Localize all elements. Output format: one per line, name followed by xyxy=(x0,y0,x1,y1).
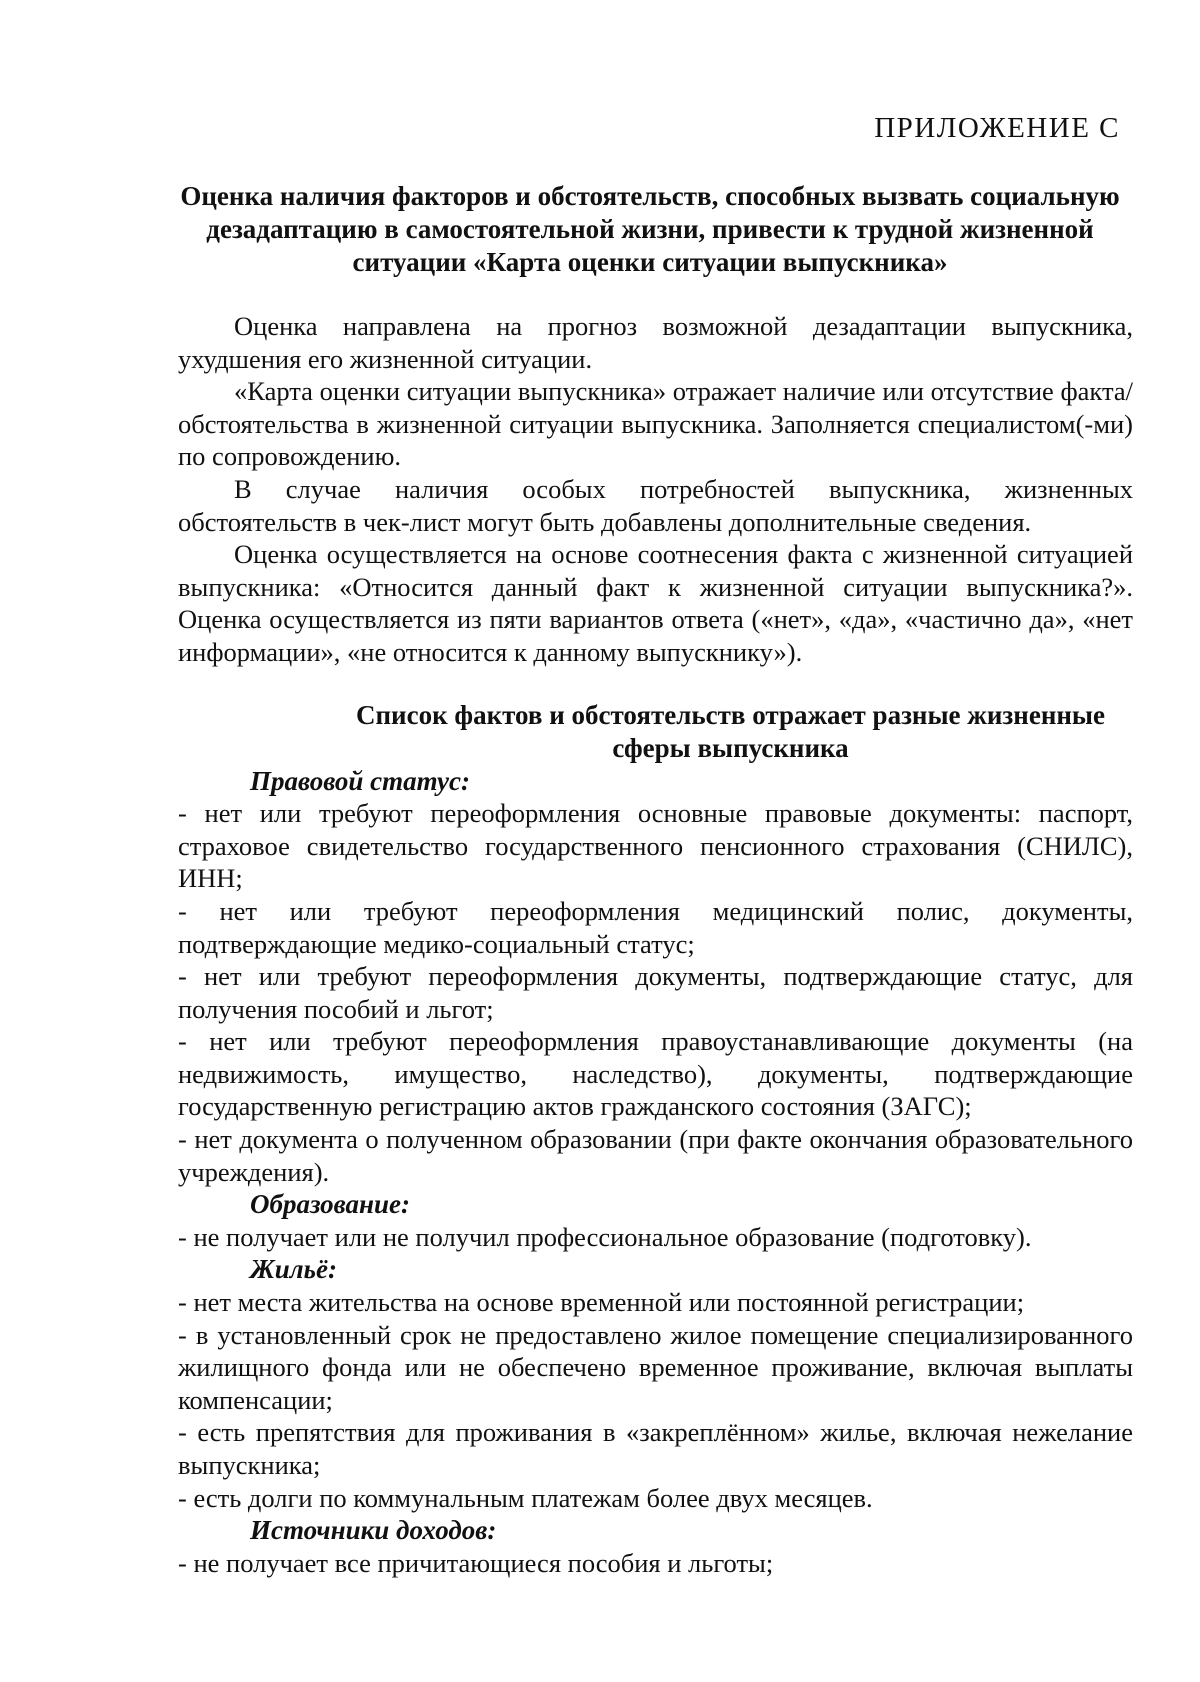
intro-paragraph: Оценка осуществляется на основе соотнесения факта с жизненной ситуацией выпускника: «Относится данный факт к жизненной ситуации выпускника?». Оценка осуществляется из пяти вариантов ответа («нет», «да», «частично да», «нет информации», «не относится к данному выпускнику»). xyxy=(178,539,1133,667)
list-title: Список фактов и обстоятельств отражает разные жизненные сферы выпускника xyxy=(355,699,1105,763)
section-heading-education: Образование: xyxy=(250,1189,411,1220)
list-item: - не получает или не получил профессиональное образование (подготовку). xyxy=(178,1221,1032,1252)
intro-paragraph: «Карта оценки ситуации выпускника» отражает наличие или отсутствие факта/обстоятельства в жизненной ситуации выпускника. Заполняется специалистом(-ми) по сопровождению. xyxy=(178,376,1133,472)
list-item: - есть долги по коммунальным платежам более двух месяцев. xyxy=(178,1482,873,1513)
list-item: - нет или требуют переоформления медицинский полис, документы, подтверждающие медико-социальный статус; xyxy=(178,895,1133,959)
intro-paragraph: Оценка направлена на прогноз возможной дезадаптации выпускника, ухудшения его жизненной ситуации. xyxy=(178,311,1133,374)
list-item: - нет места жительства на основе временной или постоянной регистрации; xyxy=(178,1287,1025,1318)
appendix-label: ПРИЛОЖЕНИЕ С xyxy=(874,112,1120,144)
section-heading-income: Источники доходов: xyxy=(250,1515,497,1546)
document-body xyxy=(178,310,1133,1579)
section-heading-legal: Правовой статус: xyxy=(250,765,470,796)
document-title: Оценка наличия факторов и обстоятельств, способных вызвать социальную дезадаптацию в самостоятельной жизни, привести к трудной жизненной ситуации «Карта оценки ситуации выпускника» xyxy=(180,181,1120,277)
list-item: - нет или требуют переоформления правоустанавливающие документы (на недвижимость, имущество, наследство), документы, подтверждающие государственную регистрацию актов гражданского состояния (ЗАГС); xyxy=(178,1026,1133,1122)
list-item: - не получает все причитающиеся пособия и льготы; xyxy=(178,1547,774,1578)
list-item: - нет документа о полученном образовании (при факте окончания образовательного учреждения). xyxy=(178,1124,1133,1187)
list-item: - есть препятствия для проживания в «закреплённом» жилье, включая нежелание выпускника; xyxy=(178,1417,1133,1480)
intro-paragraph: В случае наличия особых потребностей выпускника, жизненных обстоятельств в чек-лист могут быть добавлены дополнительные сведения. xyxy=(178,473,1133,537)
list-item: - нет или требуют переоформления документы, подтверждающие статус, для получения пособий и льгот; xyxy=(178,961,1133,1024)
list-item: - нет или требуют переоформления основные правовые документы: паспорт, страховое свидетельство государственного пенсионного страхования (СНИЛС), ИНН; xyxy=(178,798,1133,894)
list-item: - в установленный срок не предоставлено жилое помещение специализированного жилищного фонда или не обеспечено временное проживание, включая выплаты компенсации; xyxy=(178,1319,1133,1415)
section-heading-housing: Жильё: xyxy=(250,1254,337,1285)
